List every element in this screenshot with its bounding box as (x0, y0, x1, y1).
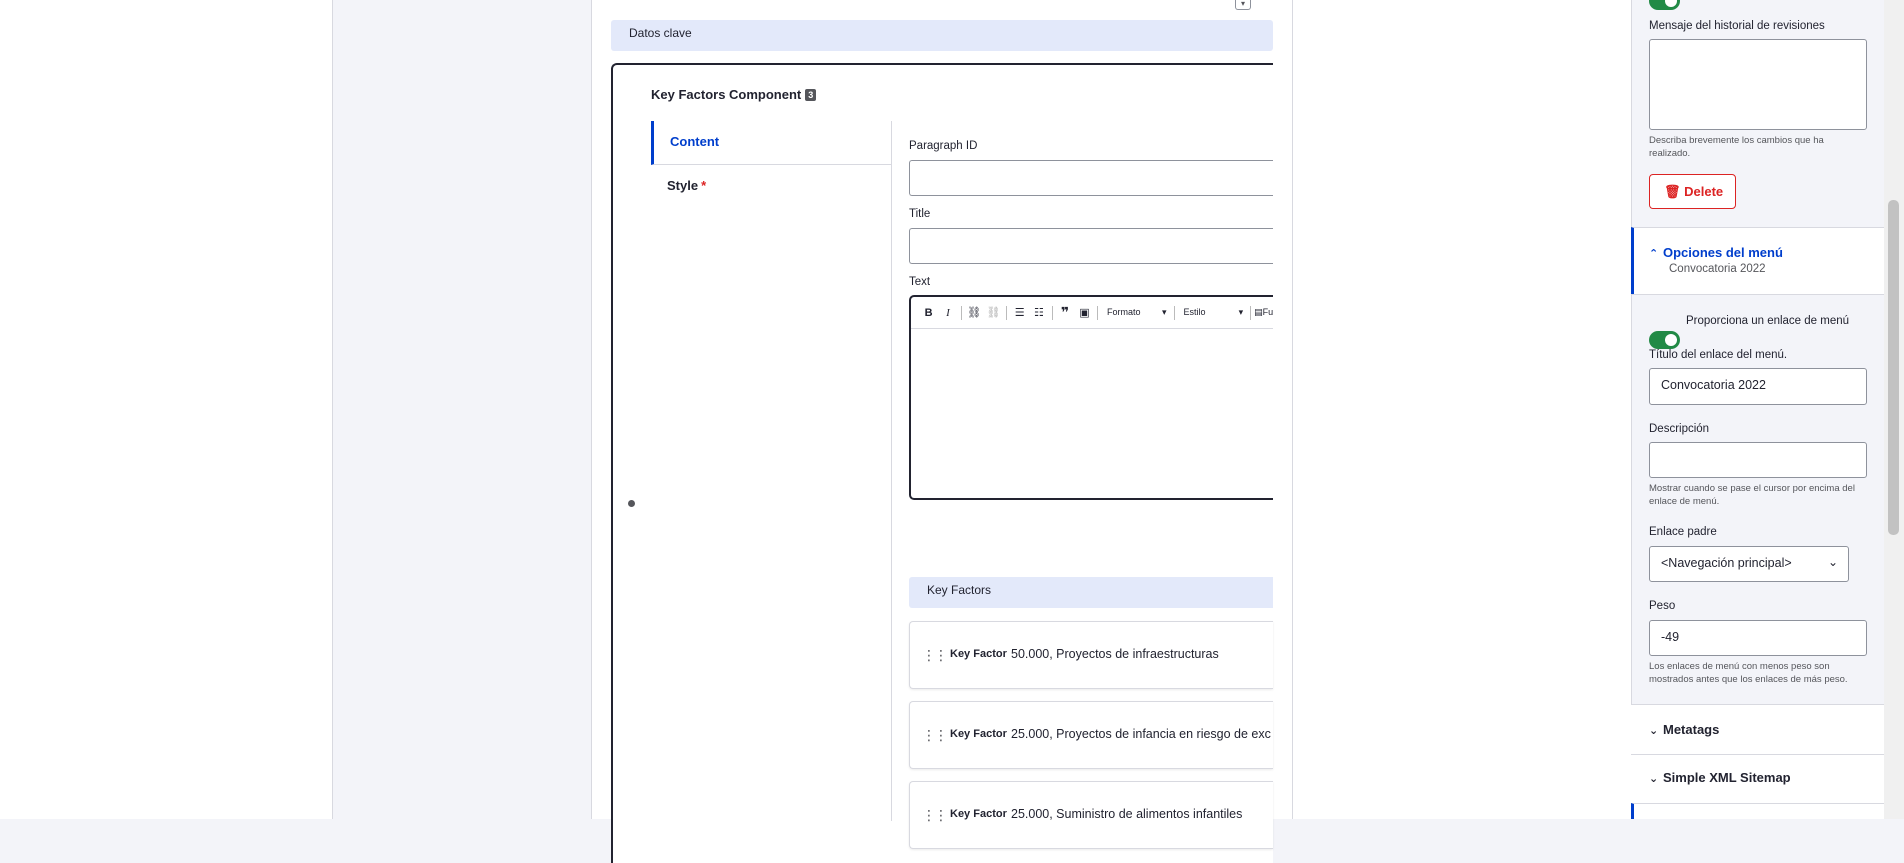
menu-options-section[interactable] (1631, 227, 1884, 294)
key-factor-summary: 50.000, Proyectos de infraestructuras (1011, 647, 1219, 661)
required-mark: * (701, 178, 707, 193)
left-gutter (0, 0, 333, 819)
key-factor-row[interactable] (909, 701, 1273, 769)
key-factors-label: Key Factors (927, 583, 992, 597)
key-factor-row[interactable] (909, 621, 1273, 689)
key-factor-row[interactable] (909, 781, 1273, 849)
drag-handle-icon[interactable]: ⋮⋮ (922, 647, 946, 663)
sitemap-title: Simple XML Sitemap (1663, 770, 1791, 785)
metatags-section[interactable] (1631, 704, 1884, 754)
vertical-tabs (651, 121, 892, 821)
revision-log-hint: Describa brevemente los cambios que ha realizado. (1649, 135, 1824, 159)
menu-options-subtitle: Convocatoria 2022 (1669, 263, 1766, 275)
format-dropdown-label: Formato (1107, 307, 1141, 317)
next-section[interactable] (1631, 803, 1884, 819)
chevron-down-icon: ⌄ (1649, 725, 1659, 737)
scrollbar-thumb[interactable] (1888, 200, 1899, 535)
collapse-toggle-icon[interactable]: ▾ (1235, 0, 1251, 10)
content-background (1293, 0, 1631, 819)
chevron-down-icon: ▾ (1238, 307, 1244, 317)
sitemap-section[interactable] (1631, 754, 1884, 803)
toolbar-divider (1097, 306, 1098, 320)
toolbar-divider (1006, 306, 1007, 320)
weight-hint: Los enlaces de menú con menos peso son mostrados antes que los enlaces de más peso. (1649, 661, 1848, 685)
drag-handle-icon[interactable]: ⋮⋮ (922, 807, 946, 823)
trash-icon: 🗑 (1664, 184, 1681, 199)
numbered-list-icon[interactable]: ☷ (1033, 307, 1044, 319)
section-label: Datos clave (629, 26, 692, 40)
key-factor-type: Key Factor (950, 728, 1007, 740)
revision-log-textarea[interactable] (1649, 39, 1867, 130)
toolbar-divider (1052, 306, 1053, 320)
tab-content[interactable] (651, 121, 891, 165)
parent-link-selected: <Navegación principal> (1661, 556, 1792, 570)
menu-link-title-label: Título del enlace del menú. (1649, 349, 1788, 361)
key-factor-summary: 25.000, Proyectos de infancia en riesgo de exc (1011, 727, 1271, 741)
bulleted-list-icon[interactable]: ☰ (1014, 307, 1025, 319)
menu-link-title-input[interactable]: Convocatoria 2022 (1649, 368, 1867, 405)
tab-content-label: Content (670, 134, 720, 149)
source-button-label: Fu (1262, 307, 1274, 317)
revision-log-label: Mensaje del historial de revisiones (1649, 20, 1825, 32)
chevron-down-icon: ⌄ (1649, 773, 1659, 785)
chevron-up-icon: ⌃ (1649, 248, 1659, 260)
key-factor-summary: 25.000, Suministro de alimentos infantiles (1011, 807, 1243, 821)
drag-handle-dot-icon[interactable] (628, 500, 635, 507)
tab-style[interactable] (651, 165, 891, 209)
format-dropdown[interactable] (1101, 307, 1171, 318)
paragraph-id-input[interactable] (909, 160, 1273, 196)
description-label: Descripción (1649, 423, 1710, 435)
unlink-icon[interactable]: ⛓ (986, 307, 1001, 319)
key-factors-header (909, 577, 1273, 608)
key-factor-type: Key Factor (950, 808, 1007, 820)
parent-link-label: Enlace padre (1649, 526, 1717, 538)
component-count-badge: 3 (805, 89, 816, 101)
title-label: Title (909, 208, 931, 220)
toolbar-divider (1174, 306, 1175, 320)
source-button[interactable]: ▤Fu (1254, 307, 1274, 317)
provide-menu-link-label: Proporciona un enlace de menú (1686, 315, 1850, 327)
weight-label: Peso (1649, 600, 1676, 612)
rich-text-editor[interactable] (909, 295, 1273, 500)
chevron-down-icon: ▾ (1162, 307, 1167, 317)
drag-handle-icon[interactable]: ⋮⋮ (922, 727, 946, 743)
style-dropdown-label: Estilo (1183, 307, 1206, 317)
toolbar-divider (961, 306, 962, 320)
component-title (651, 87, 816, 102)
title-input[interactable] (909, 228, 1273, 264)
weight-input[interactable]: -49 (1649, 620, 1867, 656)
parent-link-select[interactable] (1649, 546, 1849, 582)
provide-menu-link-toggle[interactable] (1649, 331, 1680, 349)
bold-icon[interactable]: B (924, 306, 933, 319)
metatags-title: Metatags (1663, 722, 1720, 737)
menu-options-title (1649, 245, 1783, 260)
text-label: Text (909, 276, 931, 288)
delete-button[interactable] (1649, 174, 1736, 209)
italic-icon[interactable]: I (946, 306, 950, 319)
description-hint: Mostrar cuando se pase el cursor por encima del enlace de menú. (1649, 483, 1855, 507)
paragraph-id-label: Paragraph ID (909, 140, 978, 152)
image-icon[interactable]: ▣ (1079, 307, 1090, 319)
description-input[interactable] (1649, 442, 1867, 478)
key-factor-type: Key Factor (950, 648, 1007, 660)
style-dropdown[interactable] (1178, 307, 1248, 318)
delete-label: Delete (1684, 184, 1724, 199)
revision-toggle[interactable] (1649, 0, 1680, 10)
toolbar-divider (1250, 306, 1251, 320)
link-icon[interactable]: ⛓ (967, 307, 982, 319)
chevron-down-icon: ⌄ (1827, 555, 1838, 569)
tab-style-label: Style (667, 178, 699, 193)
section-header (611, 20, 1273, 51)
menu-options-title-text: Opciones del menú (1663, 245, 1783, 260)
blockquote-icon[interactable]: ❞ (1061, 304, 1070, 320)
component-title-text: Key Factors Component (651, 87, 802, 102)
editor-toolbar (911, 297, 1273, 329)
